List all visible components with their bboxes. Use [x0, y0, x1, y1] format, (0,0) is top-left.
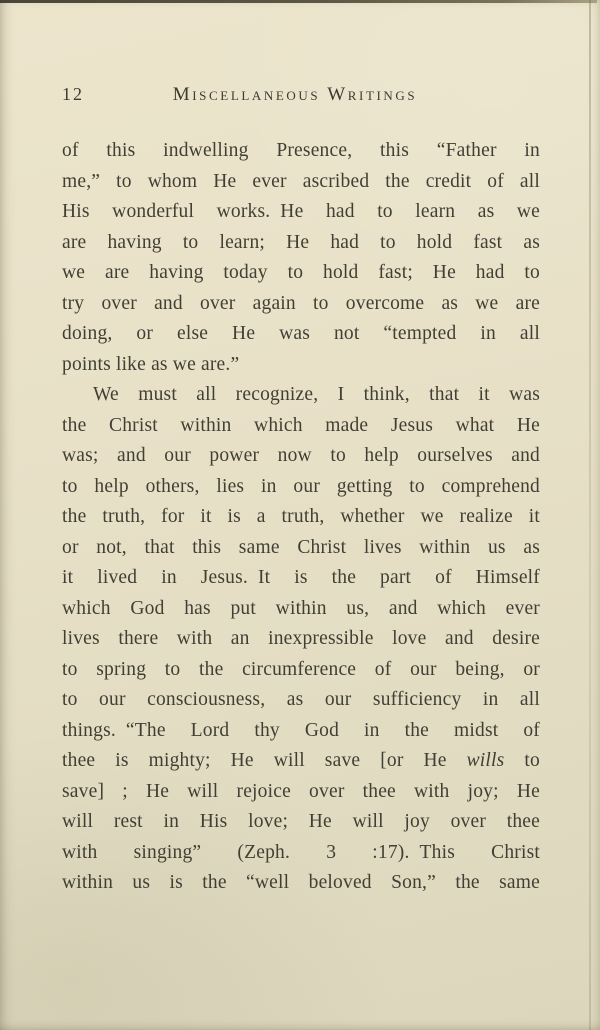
- text-line: [62, 380, 540, 411]
- text-line: [62, 289, 540, 320]
- text-segment: or not, that this same Christ lives within us as: [62, 536, 540, 558]
- text-line: [62, 838, 540, 869]
- text-segment: to help others, lies in our getting to comprehend: [62, 475, 540, 497]
- text-line: [62, 167, 540, 198]
- text-segment: to our consciousness, as our sufficiency in all: [62, 689, 540, 710]
- text-segment: are having to learn; He had to hold fast as: [62, 231, 540, 253]
- text-line: [62, 563, 540, 594]
- text-line: [62, 868, 540, 899]
- text-line: [62, 472, 540, 503]
- text-segment: me,” to whom He ever ascribed the credit of all: [62, 170, 540, 192]
- text-segment: thee is mighty; He will save [or He: [62, 750, 467, 771]
- text-line: [62, 777, 540, 808]
- running-title: Miscellaneous Writings: [172, 84, 418, 105]
- text-segment: things. “The Lord thy God in the midst of: [62, 719, 540, 741]
- text-segment: to: [504, 750, 540, 771]
- text-line: [62, 319, 540, 350]
- text-line: [62, 807, 540, 838]
- text-segment: points like as we are.”: [62, 353, 240, 375]
- text-line: [62, 441, 540, 472]
- page-body: [62, 136, 540, 899]
- text-segment: of this indwelling Presence, this “Father in: [62, 140, 540, 161]
- text-line: [62, 716, 540, 747]
- text-segment: doing, or else He was not “tempted in all: [62, 323, 540, 344]
- text-segment: the Christ within which made Jesus what He: [62, 414, 540, 436]
- text-line: [62, 746, 540, 777]
- text-segment: which God has put within us, and which ever: [62, 597, 540, 619]
- text-segment: was; and our power now to help ourselves and: [62, 445, 540, 466]
- text-line: [62, 685, 540, 716]
- text-line: [62, 624, 540, 655]
- text-segment: His wonderful works. He had to learn as we: [62, 201, 540, 222]
- text-segment: it lived in Jesus. It is the part of Himself: [62, 567, 540, 588]
- page-number: 12: [62, 84, 84, 104]
- text-segment: with singing” (Zeph. 3 :17). This Christ: [62, 841, 540, 863]
- page-right-crease: [589, 0, 591, 1030]
- text-line: [62, 594, 540, 625]
- page-top-edge-shadow: [0, 0, 597, 3]
- text-segment: save] ; He will rejoice over thee with joy; He: [62, 780, 540, 802]
- text-segment: we are having today to hold fast; He had to: [62, 262, 540, 283]
- text-line: [62, 655, 540, 686]
- text-line: [62, 411, 540, 442]
- text-segment: to spring to the circumference of our being, or: [62, 658, 540, 680]
- text-segment: within us is the “well beloved Son,” the same: [62, 872, 540, 893]
- text-segment: the truth, for it is a truth, whether we realize it: [62, 506, 540, 527]
- text-segment: try over and over again to overcome as we are: [62, 292, 540, 314]
- text-line: [62, 228, 540, 259]
- text-segment: will rest in His love; He will joy over thee: [62, 811, 540, 832]
- text-line: [62, 258, 540, 289]
- text-line: [62, 533, 540, 564]
- text-line: [62, 350, 540, 381]
- text-line: [62, 502, 540, 533]
- text-segment: lives there with an inexpressible love and desire: [62, 628, 540, 649]
- italic-word: wills: [466, 750, 505, 771]
- text-line: [62, 136, 540, 167]
- text-line: [62, 197, 540, 228]
- text-segment: We must all recognize, I think, that it was: [93, 384, 540, 405]
- running-header: [62, 84, 540, 106]
